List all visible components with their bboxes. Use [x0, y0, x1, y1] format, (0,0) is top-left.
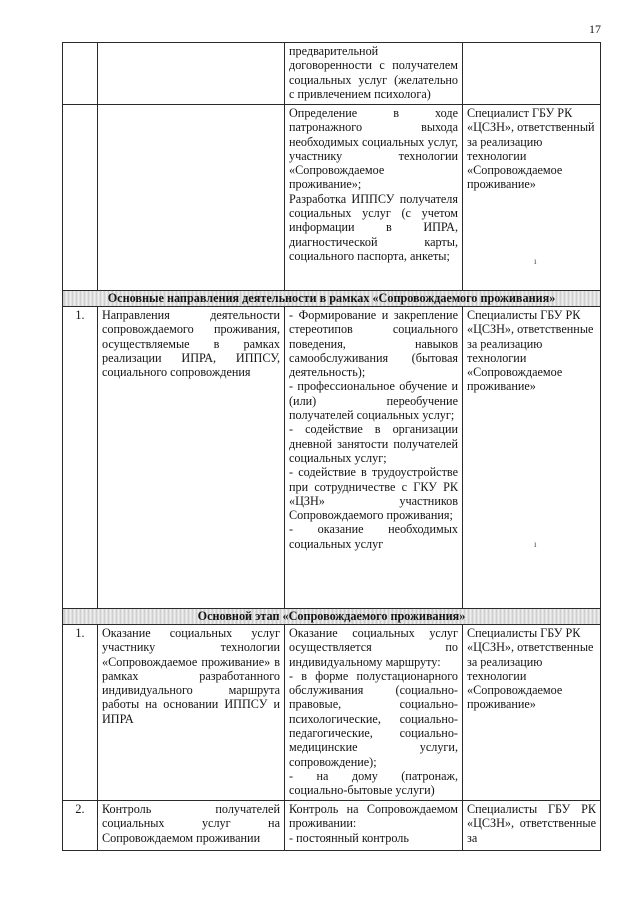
- list-item: - оказание необходимых социальных услуг: [289, 522, 458, 551]
- cell-responsible: Специалисты ГБУ РК «ЦСЗН», ответственные за: [463, 801, 601, 851]
- cell-responsible: Специалисты ГБУ РК «ЦСЗН», ответственные за реализацию технологии «Сопровождаемое проживание»: [463, 625, 601, 801]
- cell-num: 2.: [63, 801, 98, 851]
- cell-content: предварительной договоренности с получателем социальных услуг (желательно с привлечением психолога): [285, 43, 463, 105]
- cell-content: [285, 307, 463, 609]
- section-title: Основные направления деятельности в рамках «Сопровождаемого проживания»: [63, 291, 601, 307]
- cell-content: [285, 801, 463, 851]
- content-paragraph: Разработка ИППСУ получателя социальных услуг (с учетом информации в ИПРА, диагностической карты, социального паспорта, анкеты;: [289, 191, 458, 263]
- services-table: [62, 42, 601, 851]
- content-paragraph: Определение в ходе патронажного выхода необходимых социальных услуг, участнику технологии «Сопровождаемое проживание»;: [289, 106, 458, 192]
- cell-num: [63, 105, 98, 291]
- cell-num: 1.: [63, 307, 98, 609]
- content-lead: Оказание социальных услуг осуществляется по индивидуальному маршруту:: [289, 626, 458, 669]
- cell-content: [285, 625, 463, 801]
- section-title: Основной этап «Сопровождаемого проживания»: [63, 609, 601, 625]
- list-item: - содействие в трудоустройстве при сотрудничестве с ГКУ РК «ЦЗН» участников Сопровождаемого проживания;: [289, 465, 458, 523]
- scan-mark: ı: [534, 256, 537, 266]
- table-row: [63, 43, 601, 105]
- list-item: - постоянный контроль: [289, 830, 409, 845]
- table-row: [63, 105, 601, 291]
- cell-direction: [98, 105, 285, 291]
- cell-direction: Контроль получателей социальных услуг на Сопровождаемом проживании: [98, 801, 285, 851]
- cell-direction: Оказание социальных услуг участнику технологии «Сопровождаемое проживание» в рамках разработанного индивидуального маршрута работы на основании ИППСУ и ИПРА: [98, 625, 285, 801]
- list-item: - на дому (патронаж, социально-бытовые услуги): [289, 768, 458, 798]
- list-item: - содействие в организации дневной занятости получателей социальных услуг;: [289, 422, 458, 465]
- scan-mark: ı: [534, 539, 537, 549]
- cell-responsible: Специалисты ГБУ РК «ЦСЗН», ответственные за реализацию технологии «Сопровождаемое проживание»: [463, 307, 601, 609]
- section-header-row: [63, 291, 601, 307]
- table-row: [63, 625, 601, 801]
- list-item: - профессиональное обучение и (или) переобучение получателей социальных услуг;: [289, 379, 458, 423]
- cell-num: 1.: [63, 625, 98, 801]
- table-row: [63, 307, 601, 609]
- cell-responsible: Специалист ГБУ РК «ЦСЗН», ответственный за реализацию технологии «Сопровождаемое проживание»: [463, 105, 601, 291]
- cell-direction: [98, 43, 285, 105]
- cell-direction: Направления деятельности сопровождаемого проживания, осуществляемые в рамках реализации ИПРА, ИППСУ, социального сопровождения: [98, 307, 285, 609]
- cell-num: [63, 43, 98, 105]
- cell-content: [285, 105, 463, 291]
- page-number: 17: [589, 22, 601, 36]
- cell-responsible: [463, 43, 601, 105]
- table-row: [63, 801, 601, 851]
- content-lead: Контроль на Сопровождаемом проживании:: [289, 802, 458, 831]
- list-item: - в форме полустационарного обслуживания (социально-правовые, социально-психологические, социально-педагогические, социально-медицинские услуги, сопровождение);: [289, 668, 458, 769]
- list-item: - Формирование и закрепление стереотипов социального поведения, навыков самообслуживания (бытовая деятельность);: [289, 308, 458, 380]
- section-header-row: [63, 609, 601, 625]
